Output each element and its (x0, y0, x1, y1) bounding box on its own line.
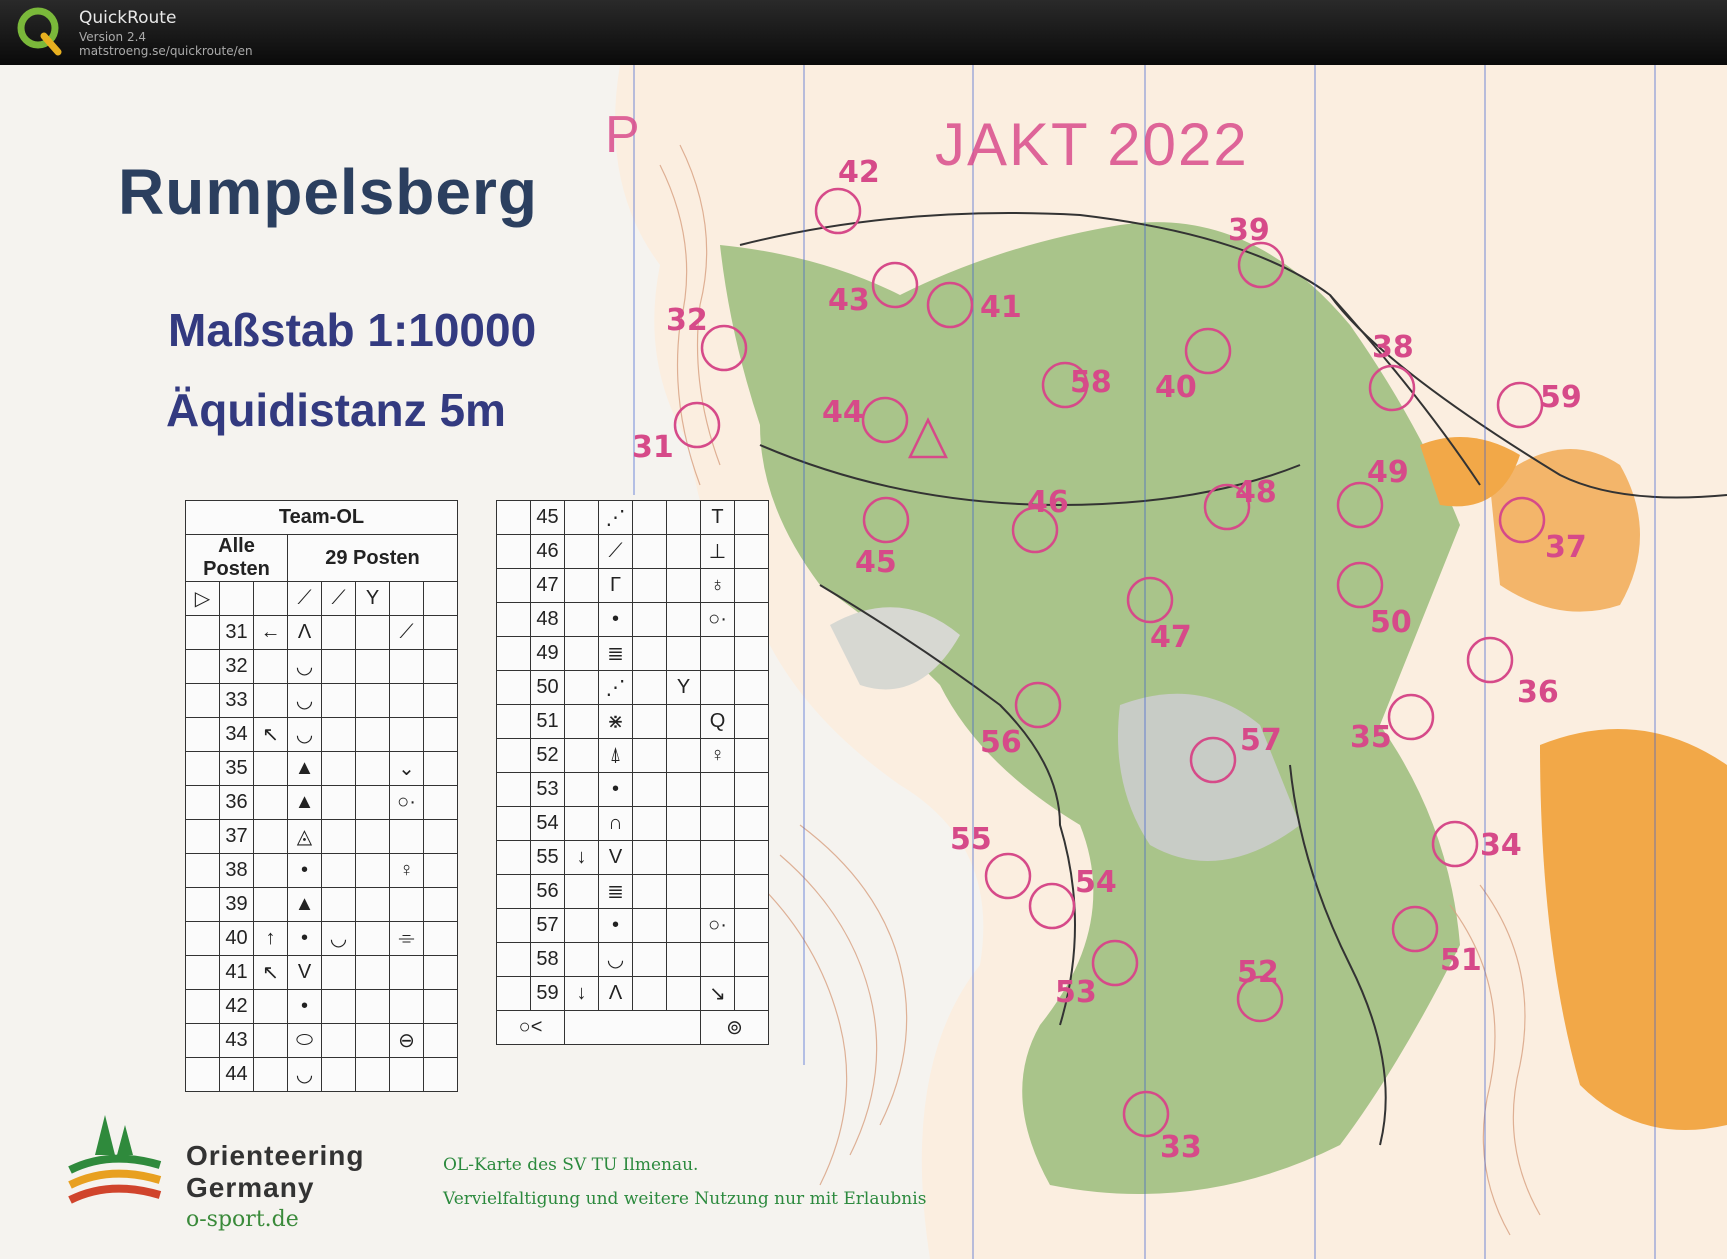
map-title: Rumpelsberg (118, 156, 538, 228)
control-label: 49 (1367, 455, 1409, 490)
cd-code: 51 (531, 705, 565, 739)
control-label: 40 (1155, 370, 1197, 405)
control-label: 43 (828, 283, 870, 318)
cd-code: 45 (531, 501, 565, 535)
cd-header: Team-OL (186, 501, 458, 535)
event-title: JAKT 2022 (935, 111, 1249, 178)
orienteering-germany-logo-icon (60, 1110, 170, 1220)
app-title: QuickRoute (79, 8, 177, 28)
control-label: 57 (1240, 723, 1282, 758)
control-label: 58 (1070, 365, 1112, 400)
control-label: 35 (1350, 720, 1392, 755)
cd-code: 33 (220, 684, 254, 718)
control-label: 34 (1480, 828, 1522, 863)
quickroute-logo-icon (14, 6, 64, 56)
cd-code: 37 (220, 820, 254, 854)
cd-code: 46 (531, 535, 565, 569)
control-label: 38 (1372, 330, 1414, 365)
control-label: 31 (632, 430, 674, 465)
control-label: 37 (1545, 530, 1587, 565)
cd-code: 55 (531, 841, 565, 875)
app-version: Version 2.4 (79, 30, 147, 44)
cd-code: 36 (220, 786, 254, 820)
cd-code: 58 (531, 943, 565, 977)
control-label: 46 (1027, 485, 1069, 520)
start-triangle-icon: ▷ (186, 582, 220, 616)
control-description-table-left: Team-OL Alle Posten 29 Posten ▷ ⟋ ⟋ Y 31 ← Λ ⟋ 32 ◡ 33 ◡ 34 ↖ ◡ 35 ▲ ⌄ 36 ▲ ○· 37 ◬ 38 • ♀ 39 ▲ 40 ↑ • ◡ ⌯ 41 ↖ V 42 • 43 ⬭ ⊖ 44 ◡ (185, 500, 458, 1092)
map-canvas[interactable] (0, 65, 1727, 1259)
cd-code: 39 (220, 888, 254, 922)
control-label: 55 (950, 822, 992, 857)
control-label: 59 (1540, 380, 1582, 415)
control-label: 50 (1370, 605, 1412, 640)
control-label: 44 (822, 395, 864, 430)
parking-symbol: P (605, 106, 640, 164)
control-label: 47 (1150, 620, 1192, 655)
cd-code: 59 (531, 977, 565, 1011)
cd-code: 31 (220, 616, 254, 650)
control-label: 39 (1228, 213, 1270, 248)
cd-all-controls: Alle Posten (186, 535, 288, 582)
cd-code: 42 (220, 990, 254, 1024)
cd-code: 48 (531, 603, 565, 637)
control-label: 32 (666, 303, 708, 338)
control-label: 54 (1075, 865, 1117, 900)
control-label: 36 (1517, 675, 1559, 710)
app-titlebar (0, 0, 1727, 65)
copyright-line2: Vervielfaltigung und weitere Nutzung nur mit Erlaubnis (443, 1189, 927, 1209)
cd-code: 34 (220, 718, 254, 752)
finish-icon: ⊚ (701, 1011, 769, 1045)
cd-code: 38 (220, 854, 254, 888)
control-label: 53 (1055, 975, 1097, 1010)
cd-code: 44 (220, 1058, 254, 1092)
control-label: 48 (1235, 475, 1277, 510)
control-label: 51 (1440, 943, 1482, 978)
app-url-link[interactable]: matstroeng.se/quickroute/en (79, 44, 253, 58)
cd-code: 47 (531, 569, 565, 603)
cd-code: 43 (220, 1024, 254, 1058)
map-equidistance: Äquidistanz 5m (166, 384, 506, 436)
org-name-line1: Orienteering (186, 1140, 365, 1171)
cd-code: 41 (220, 956, 254, 990)
control-label: 33 (1160, 1130, 1202, 1165)
cd-code: 50 (531, 671, 565, 705)
control-label: 56 (980, 725, 1022, 760)
cd-code: 32 (220, 650, 254, 684)
control-label: 42 (838, 155, 880, 190)
cd-code: 40 (220, 922, 254, 956)
cd-code: 57 (531, 909, 565, 943)
control-label: 52 (1237, 955, 1279, 990)
copyright-line1: OL-Karte des SV TU Ilmenau. (443, 1155, 699, 1175)
cd-code: 54 (531, 807, 565, 841)
cd-code: 49 (531, 637, 565, 671)
start-finish-icon: ○< (497, 1011, 565, 1045)
cd-code: 53 (531, 773, 565, 807)
map-scale: Maßstab 1:10000 (168, 304, 537, 356)
cd-code: 35 (220, 752, 254, 786)
control-description-table-right: 45 ⋰ T 46 ⟋ ⊥ 47 Γ ♁ 48 • ○· 49 ≣ 50 ⋰ Y 51 ⋇ Q 52 ⍋ ♀ 53 • 54 ∩ 55 ↓ V 56 ≣ 57 • ○· 58 ◡ 59 ↓ Λ ↘ ○< ⊚ (496, 500, 769, 1045)
cd-code: 52 (531, 739, 565, 773)
cd-code: 56 (531, 875, 565, 909)
control-label: 41 (980, 290, 1022, 325)
control-label: 45 (855, 545, 897, 580)
org-url: o-sport.de (186, 1207, 299, 1232)
cd-control-count: 29 Posten (288, 535, 458, 582)
org-name-line2: Germany (186, 1172, 315, 1203)
